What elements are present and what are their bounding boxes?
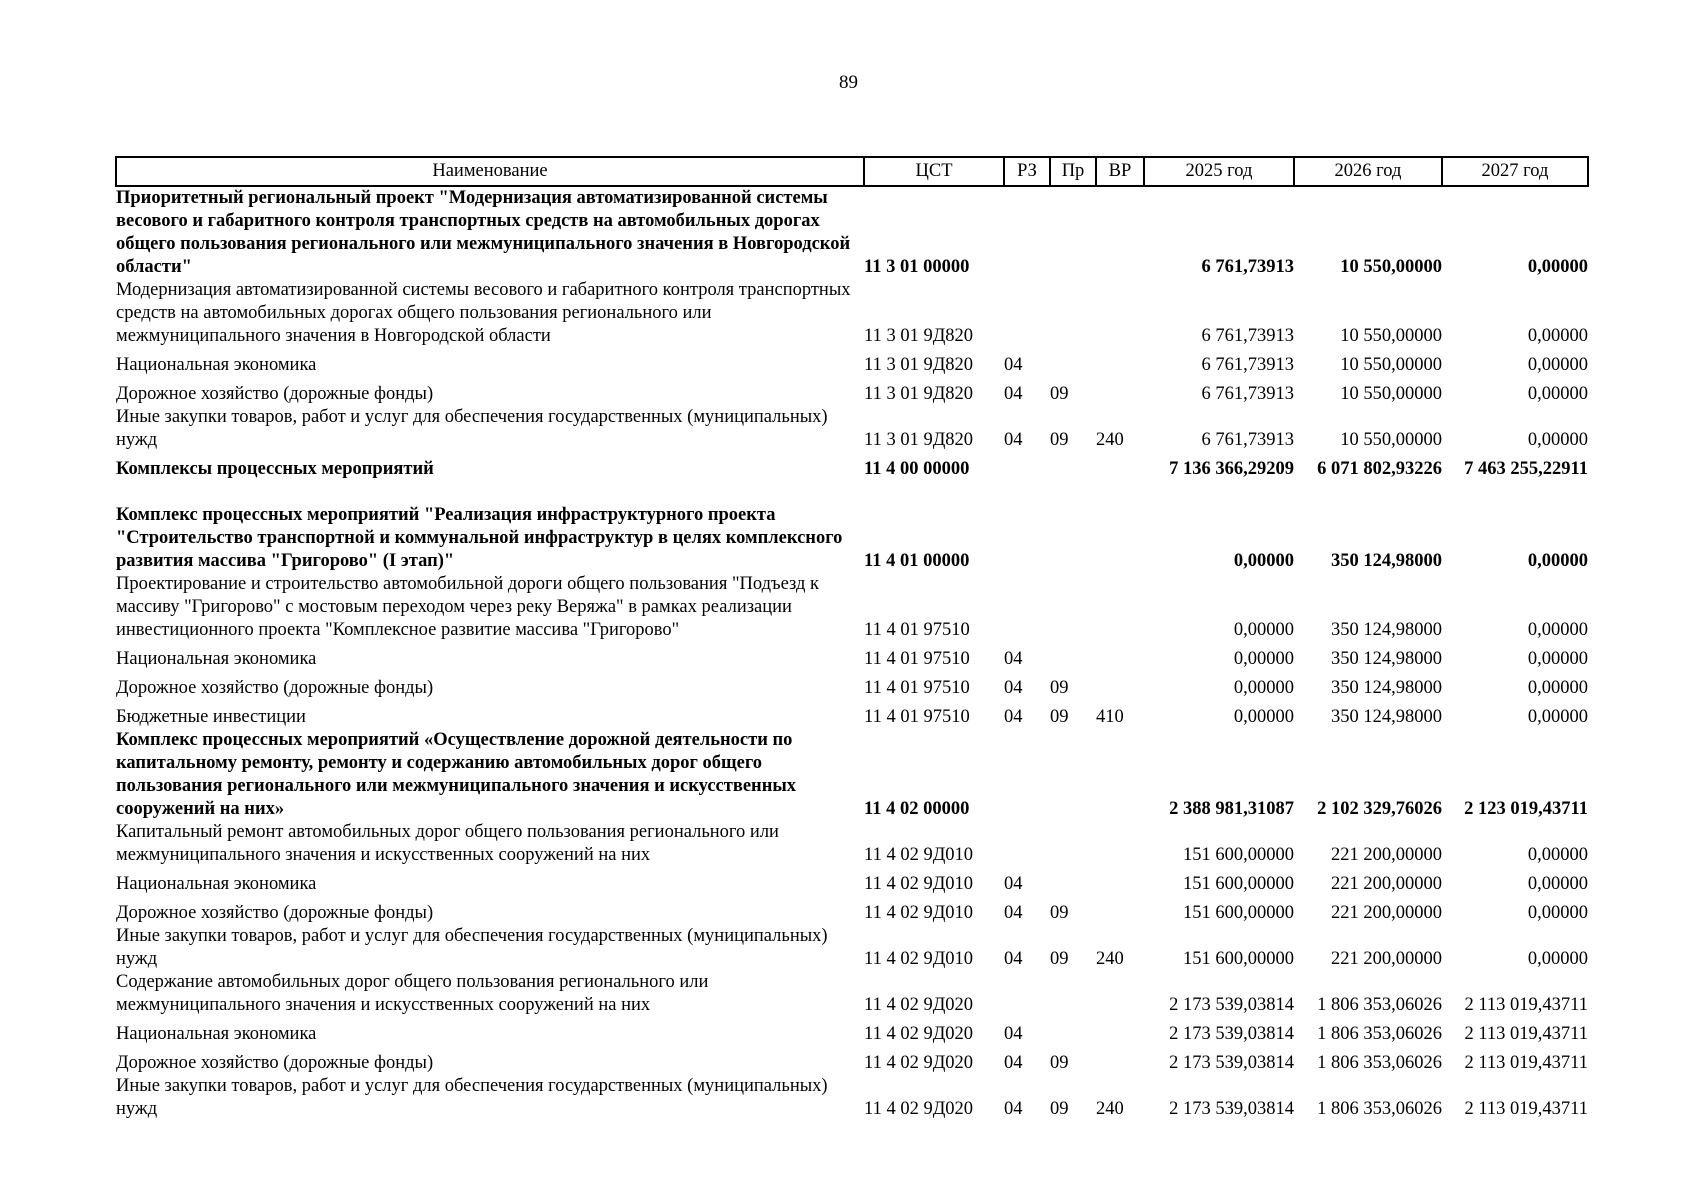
- cell-pr: [1050, 279, 1096, 348]
- cell-2025: 151 600,00000: [1183, 949, 1294, 969]
- cell-vr: [1096, 1046, 1144, 1075]
- cell-pr: 09: [1050, 1099, 1069, 1119]
- cell-2025: 0,00000: [1233, 707, 1294, 727]
- cell-2025: 0,00000: [1233, 620, 1294, 640]
- cell-name: Дорожное хозяйство (дорожные фонды): [116, 384, 434, 404]
- cell-vr: [1096, 896, 1144, 925]
- cell-pr: [1050, 729, 1096, 821]
- cell-pr: [1050, 481, 1096, 573]
- cell-cst: 11 4 02 9Д010: [864, 949, 974, 969]
- header-2025: 2025 год: [1144, 157, 1294, 186]
- cell-vr: [1096, 1017, 1144, 1046]
- cell-rz: 04: [1004, 1024, 1023, 1044]
- cell-vr: [1096, 642, 1144, 671]
- cell-2027: 2 113 019,43711: [1464, 1024, 1588, 1044]
- cell-2026: 221 200,00000: [1331, 949, 1442, 969]
- cell-name: Национальная экономика: [116, 874, 317, 894]
- cell-2026: 1 806 353,06026: [1317, 1099, 1442, 1119]
- table-row: [116, 1075, 1588, 1121]
- table-row: [116, 406, 1588, 452]
- cell-2026: 2 102 329,76026: [1317, 799, 1442, 819]
- table-row: [116, 1046, 1588, 1075]
- cell-2025: 6 761,73913: [1201, 257, 1294, 277]
- cell-2025: 2 173 539,03814: [1169, 1053, 1294, 1073]
- cell-rz: 04: [1004, 949, 1023, 969]
- table-row: [116, 971, 1588, 1017]
- cell-2025: 2 388 981,31087: [1169, 799, 1294, 819]
- table-row: [116, 452, 1588, 481]
- cell-vr: [1096, 971, 1144, 1017]
- cell-2027: 0,00000: [1527, 551, 1588, 571]
- cell-2026: 6 071 802,93226: [1317, 459, 1442, 479]
- cell-name: Комплекс процессных мероприятий "Реализация инфраструктурного проекта "Строительство транспортной и коммунальной инфраструктур в целях комплексного развития массива "Григорово" (I этап)": [116, 505, 843, 571]
- header-2027: 2027 год: [1442, 157, 1588, 186]
- cell-vr: [1096, 377, 1144, 406]
- cell-pr: 09: [1050, 707, 1069, 727]
- cell-2027: 0,00000: [1527, 845, 1588, 865]
- cell-rz: [1004, 279, 1050, 348]
- cell-pr: [1050, 821, 1096, 867]
- cell-2027: 7 463 255,22911: [1464, 459, 1588, 479]
- cell-2026: 10 550,00000: [1340, 384, 1442, 404]
- cell-pr: 09: [1050, 1053, 1069, 1073]
- cell-2025: 151 600,00000: [1183, 845, 1294, 865]
- table-row: [116, 867, 1588, 896]
- header-pr: Пр: [1050, 157, 1096, 186]
- cell-pr: [1050, 867, 1096, 896]
- cell-name: Содержание автомобильных дорог общего пользования регионального или межмуниципального значения и искусственных сооружений на них: [116, 972, 709, 1015]
- cell-name: Приоритетный региональный проект "Модернизация автоматизированной системы весового и габаритного контроля транспортных средств на автомобильных дорогах общего пользования регионального или межмуниципального значения в Новгородской области": [116, 188, 851, 277]
- cell-cst: 11 4 01 97510: [864, 620, 970, 640]
- cell-vr: [1096, 867, 1144, 896]
- cell-2025: 2 173 539,03814: [1169, 1024, 1294, 1044]
- cell-pr: 09: [1050, 949, 1069, 969]
- cell-2027: 0,00000: [1527, 678, 1588, 698]
- cell-2025: 151 600,00000: [1183, 903, 1294, 923]
- cell-cst: 11 4 01 00000: [864, 551, 970, 571]
- cell-2025: 6 761,73913: [1201, 326, 1294, 346]
- table-row: [116, 1017, 1588, 1046]
- cell-name: Дорожное хозяйство (дорожные фонды): [116, 678, 434, 698]
- cell-rz: 04: [1004, 384, 1023, 404]
- table-row: [116, 481, 1588, 573]
- cell-cst: 11 4 00 00000: [864, 459, 970, 479]
- cell-rz: [1004, 452, 1050, 481]
- cell-name: Иные закупки товаров, работ и услуг для обеспечения государственных (муниципальных) нужд: [116, 407, 828, 450]
- cell-2025: 2 173 539,03814: [1169, 995, 1294, 1015]
- cell-rz: [1004, 186, 1050, 279]
- cell-rz: [1004, 971, 1050, 1017]
- header-cst: ЦСТ: [864, 157, 1004, 186]
- cell-vr: 240: [1096, 430, 1124, 450]
- cell-name: Национальная экономика: [116, 649, 317, 669]
- cell-pr: 09: [1050, 678, 1069, 698]
- cell-pr: 09: [1050, 430, 1069, 450]
- cell-2026: 10 550,00000: [1340, 326, 1442, 346]
- cell-2027: 0,00000: [1527, 874, 1588, 894]
- cell-2026: 221 200,00000: [1331, 903, 1442, 923]
- header-rz: РЗ: [1004, 157, 1050, 186]
- table-row: [116, 348, 1588, 377]
- cell-cst: 11 4 02 00000: [864, 799, 970, 819]
- cell-cst: 11 4 02 9Д020: [864, 995, 974, 1015]
- table-row: [116, 729, 1588, 821]
- header-name: Наименование: [116, 157, 864, 186]
- cell-2027: 0,00000: [1527, 707, 1588, 727]
- cell-2026: 221 200,00000: [1331, 845, 1442, 865]
- cell-2027: 2 113 019,43711: [1464, 1099, 1588, 1119]
- cell-cst: 11 4 02 9Д010: [864, 903, 974, 923]
- cell-cst: 11 3 01 00000: [864, 257, 970, 277]
- cell-name: Модернизация автоматизированной системы весового и габаритного контроля транспортных средств на автомобильных дорогах общего пользования регионального или межмуниципального значения в Новгородской области: [116, 280, 851, 346]
- table-row: [116, 821, 1588, 867]
- cell-cst: 11 4 02 9Д010: [864, 845, 974, 865]
- cell-2026: 350 124,98000: [1331, 678, 1442, 698]
- cell-2026: 350 124,98000: [1331, 620, 1442, 640]
- cell-rz: [1004, 729, 1050, 821]
- cell-2026: 350 124,98000: [1331, 551, 1442, 571]
- cell-2025: 0,00000: [1233, 678, 1294, 698]
- cell-2025: 6 761,73913: [1201, 430, 1294, 450]
- budget-table: [115, 156, 1589, 1121]
- cell-name: Капитальный ремонт автомобильных дорог общего пользования регионального или межмуниципального значения и искусственных сооружений на них: [116, 822, 779, 865]
- cell-2027: 0,00000: [1527, 649, 1588, 669]
- cell-2025: 2 173 539,03814: [1169, 1099, 1294, 1119]
- cell-2027: 0,00000: [1527, 384, 1588, 404]
- header-2026: 2026 год: [1294, 157, 1442, 186]
- cell-rz: 04: [1004, 874, 1023, 894]
- cell-2026: 221 200,00000: [1331, 874, 1442, 894]
- table-row: [116, 377, 1588, 406]
- cell-2025: 6 761,73913: [1201, 355, 1294, 375]
- cell-cst: 11 4 02 9Д020: [864, 1053, 974, 1073]
- cell-name: Иные закупки товаров, работ и услуг для обеспечения государственных (муниципальных) нужд: [116, 926, 828, 969]
- cell-vr: [1096, 279, 1144, 348]
- cell-2025: 0,00000: [1233, 551, 1294, 571]
- cell-name: Проектирование и строительство автомобильной дороги общего пользования "Подъезд к массиву "Григорово" с мостовым переходом через реку Веряжа" в рамках реализации инвестиционного проекта "Комплексное развитие массива "Григорово": [116, 574, 819, 640]
- cell-2026: 10 550,00000: [1340, 355, 1442, 375]
- table-row: [116, 573, 1588, 642]
- cell-name: Бюджетные инвестиции: [116, 707, 306, 727]
- cell-name: Дорожное хозяйство (дорожные фонды): [116, 903, 434, 923]
- cell-rz: 04: [1004, 430, 1023, 450]
- cell-cst: 11 3 01 9Д820: [864, 430, 974, 450]
- cell-2025: 151 600,00000: [1183, 874, 1294, 894]
- cell-name: Комплексы процессных мероприятий: [116, 459, 434, 479]
- cell-name: Дорожное хозяйство (дорожные фонды): [116, 1053, 434, 1073]
- cell-2026: 350 124,98000: [1331, 707, 1442, 727]
- table-row: [116, 896, 1588, 925]
- table-row: [116, 671, 1588, 700]
- cell-2025: 6 761,73913: [1201, 384, 1294, 404]
- cell-pr: [1050, 452, 1096, 481]
- cell-name: Национальная экономика: [116, 355, 317, 375]
- cell-name: Национальная экономика: [116, 1024, 317, 1044]
- header-vr: ВР: [1096, 157, 1144, 186]
- cell-2027: 0,00000: [1527, 257, 1588, 277]
- page-number: 89: [839, 72, 858, 93]
- cell-2027: 0,00000: [1527, 949, 1588, 969]
- table-row: [116, 186, 1588, 279]
- cell-rz: 04: [1004, 903, 1023, 923]
- cell-vr: 240: [1096, 949, 1124, 969]
- table-header-row: [116, 157, 1588, 186]
- cell-rz: 04: [1004, 1099, 1023, 1119]
- cell-rz: 04: [1004, 707, 1023, 727]
- cell-vr: [1096, 821, 1144, 867]
- cell-2027: 2 123 019,43711: [1464, 799, 1588, 819]
- cell-pr: [1050, 642, 1096, 671]
- cell-2026: 10 550,00000: [1340, 257, 1442, 277]
- cell-cst: 11 3 01 9Д820: [864, 355, 974, 375]
- cell-2027: 0,00000: [1527, 326, 1588, 346]
- cell-2027: 0,00000: [1527, 903, 1588, 923]
- table-row: [116, 642, 1588, 671]
- cell-2027: 2 113 019,43711: [1464, 1053, 1588, 1073]
- cell-cst: 11 3 01 9Д820: [864, 326, 974, 346]
- cell-2027: 2 113 019,43711: [1464, 995, 1588, 1015]
- cell-rz: [1004, 573, 1050, 642]
- cell-pr: [1050, 573, 1096, 642]
- cell-2026: 10 550,00000: [1340, 430, 1442, 450]
- cell-rz: 04: [1004, 1053, 1023, 1073]
- cell-cst: 11 4 01 97510: [864, 678, 970, 698]
- cell-vr: [1096, 348, 1144, 377]
- cell-vr: [1096, 671, 1144, 700]
- cell-pr: 09: [1050, 903, 1069, 923]
- cell-2027: 0,00000: [1527, 620, 1588, 640]
- cell-2026: 350 124,98000: [1331, 649, 1442, 669]
- cell-rz: [1004, 481, 1050, 573]
- cell-rz: 04: [1004, 649, 1023, 669]
- table-row: [116, 925, 1588, 971]
- cell-rz: [1004, 821, 1050, 867]
- cell-vr: [1096, 573, 1144, 642]
- cell-name: Иные закупки товаров, работ и услуг для обеспечения государственных (муниципальных) нужд: [116, 1076, 828, 1119]
- cell-pr: [1050, 186, 1096, 279]
- cell-2025: 7 136 366,29209: [1169, 459, 1294, 479]
- cell-vr: [1096, 452, 1144, 481]
- table-row: [116, 279, 1588, 348]
- cell-cst: 11 3 01 9Д820: [864, 384, 974, 404]
- cell-pr: [1050, 1017, 1096, 1046]
- cell-pr: [1050, 348, 1096, 377]
- cell-2025: 0,00000: [1233, 649, 1294, 669]
- cell-name: Комплекс процессных мероприятий «Осуществление дорожной деятельности по капитальному ремонту, ремонту и содержанию автомобильных дорог общего пользования регионального или межмуниципального значения и искусственных сооружений на них»: [116, 730, 797, 819]
- cell-cst: 11 4 01 97510: [864, 707, 970, 727]
- cell-cst: 11 4 02 9Д010: [864, 874, 974, 894]
- cell-2026: 1 806 353,06026: [1317, 1053, 1442, 1073]
- cell-2027: 0,00000: [1527, 355, 1588, 375]
- cell-pr: 09: [1050, 384, 1069, 404]
- cell-rz: 04: [1004, 355, 1023, 375]
- cell-cst: 11 4 02 9Д020: [864, 1024, 974, 1044]
- cell-pr: [1050, 971, 1096, 1017]
- cell-2026: 1 806 353,06026: [1317, 995, 1442, 1015]
- cell-cst: 11 4 01 97510: [864, 649, 970, 669]
- cell-2026: 1 806 353,06026: [1317, 1024, 1442, 1044]
- cell-vr: [1096, 729, 1144, 821]
- cell-vr: 410: [1096, 707, 1124, 727]
- cell-rz: 04: [1004, 678, 1023, 698]
- cell-vr: 240: [1096, 1099, 1124, 1119]
- cell-vr: [1096, 481, 1144, 573]
- cell-vr: [1096, 186, 1144, 279]
- cell-2027: 0,00000: [1527, 430, 1588, 450]
- cell-cst: 11 4 02 9Д020: [864, 1099, 974, 1119]
- table-row: [116, 700, 1588, 729]
- table-body: [116, 186, 1588, 1121]
